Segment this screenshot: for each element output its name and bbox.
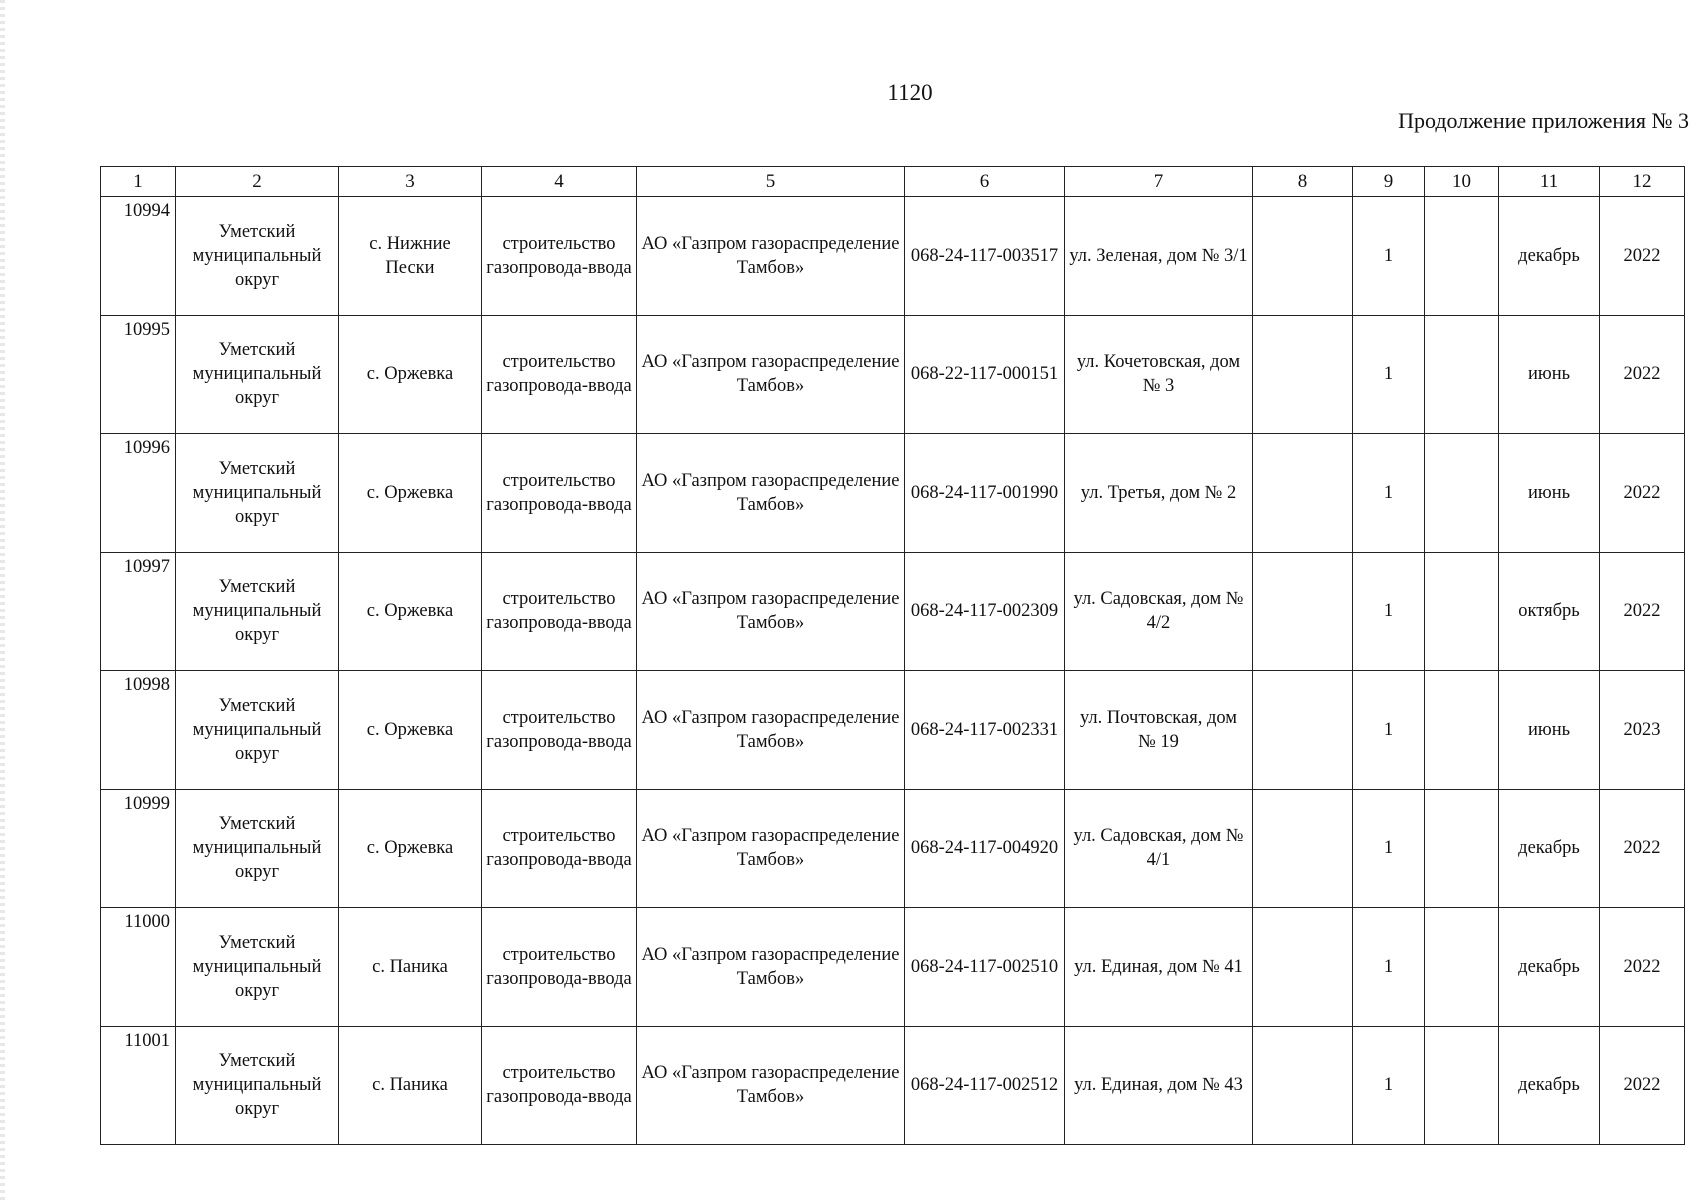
work-type-cell: строительство газопровода-ввода bbox=[482, 315, 637, 434]
column-header: 2 bbox=[176, 167, 339, 197]
column-header: 3 bbox=[339, 167, 482, 197]
column-header: 1 bbox=[101, 167, 176, 197]
work-type-cell: строительство газопровода-ввода bbox=[482, 671, 637, 790]
year-cell: 2022 bbox=[1600, 197, 1685, 316]
column-header: 9 bbox=[1353, 167, 1425, 197]
district-cell: Уметский муниципальный округ bbox=[176, 315, 339, 434]
appendix-note: Продолжение приложения № 3 bbox=[1398, 108, 1689, 133]
month-cell: октябрь bbox=[1499, 552, 1600, 671]
table-row bbox=[101, 434, 1685, 553]
district-cell: Уметский муниципальный округ bbox=[176, 1026, 339, 1145]
organization-cell: АО «Газпром газораспределение Тамбов» bbox=[637, 1026, 905, 1145]
month-cell: декабрь bbox=[1499, 1026, 1600, 1145]
column-10-cell bbox=[1425, 908, 1499, 1027]
year-cell: 2022 bbox=[1600, 908, 1685, 1027]
organization-cell: АО «Газпром газораспределение Тамбов» bbox=[637, 671, 905, 790]
settlement-cell: с. Оржевка bbox=[339, 434, 482, 553]
code-cell: 068-22-117-000151 bbox=[905, 315, 1065, 434]
code-cell: 068-24-117-002510 bbox=[905, 908, 1065, 1027]
organization-cell: АО «Газпром газораспределение Тамбов» bbox=[637, 197, 905, 316]
table-row bbox=[101, 197, 1685, 316]
organization-cell: АО «Газпром газораспределение Тамбов» bbox=[637, 789, 905, 908]
settlement-cell: с. Оржевка bbox=[339, 552, 482, 671]
address-cell: ул. Почтовская, дом № 19 bbox=[1065, 671, 1253, 790]
row-number-cell: 10997 bbox=[101, 552, 176, 671]
year-cell: 2022 bbox=[1600, 434, 1685, 553]
district-cell: Уметский муниципальный округ bbox=[176, 434, 339, 553]
quantity-cell: 1 bbox=[1353, 434, 1425, 553]
table-header bbox=[101, 167, 1685, 197]
row-number-cell: 10999 bbox=[101, 789, 176, 908]
year-cell: 2022 bbox=[1600, 789, 1685, 908]
page-number: 1120 bbox=[887, 80, 933, 105]
quantity-cell: 1 bbox=[1353, 908, 1425, 1027]
address-cell: ул. Садовская, дом № 4/1 bbox=[1065, 789, 1253, 908]
column-8-cell bbox=[1253, 434, 1353, 553]
month-cell: декабрь bbox=[1499, 197, 1600, 316]
organization-cell: АО «Газпром газораспределение Тамбов» bbox=[637, 315, 905, 434]
address-cell: ул. Зеленая, дом № 3/1 bbox=[1065, 197, 1253, 316]
address-cell: ул. Единая, дом № 43 bbox=[1065, 1026, 1253, 1145]
settlement-cell: с. Оржевка bbox=[339, 789, 482, 908]
row-number-cell: 10995 bbox=[101, 315, 176, 434]
district-cell: Уметский муниципальный округ bbox=[176, 552, 339, 671]
column-10-cell bbox=[1425, 671, 1499, 790]
column-10-cell bbox=[1425, 197, 1499, 316]
organization-cell: АО «Газпром газораспределение Тамбов» bbox=[637, 434, 905, 553]
table-row bbox=[101, 1026, 1685, 1145]
year-cell: 2022 bbox=[1600, 315, 1685, 434]
column-header: 12 bbox=[1600, 167, 1685, 197]
row-number-cell: 10996 bbox=[101, 434, 176, 553]
month-cell: декабрь bbox=[1499, 789, 1600, 908]
address-cell: ул. Кочетовская, дом № 3 bbox=[1065, 315, 1253, 434]
address-cell: ул. Единая, дом № 41 bbox=[1065, 908, 1253, 1027]
code-cell: 068-24-117-004920 bbox=[905, 789, 1065, 908]
column-header: 11 bbox=[1499, 167, 1600, 197]
column-8-cell bbox=[1253, 789, 1353, 908]
column-header: 8 bbox=[1253, 167, 1353, 197]
district-cell: Уметский муниципальный округ bbox=[176, 197, 339, 316]
address-cell: ул. Третья, дом № 2 bbox=[1065, 434, 1253, 553]
data-table bbox=[100, 166, 1685, 1145]
column-8-cell bbox=[1253, 1026, 1353, 1145]
month-cell: июнь bbox=[1499, 315, 1600, 434]
column-8-cell bbox=[1253, 552, 1353, 671]
organization-cell: АО «Газпром газораспределение Тамбов» bbox=[637, 552, 905, 671]
column-header: 4 bbox=[482, 167, 637, 197]
table-row bbox=[101, 552, 1685, 671]
work-type-cell: строительство газопровода-ввода bbox=[482, 1026, 637, 1145]
column-10-cell bbox=[1425, 552, 1499, 671]
row-number-cell: 11001 bbox=[101, 1026, 176, 1145]
district-cell: Уметский муниципальный округ bbox=[176, 789, 339, 908]
column-10-cell bbox=[1425, 1026, 1499, 1145]
column-header: 10 bbox=[1425, 167, 1499, 197]
header-row bbox=[101, 167, 1685, 197]
column-10-cell bbox=[1425, 434, 1499, 553]
quantity-cell: 1 bbox=[1353, 197, 1425, 316]
work-type-cell: строительство газопровода-ввода bbox=[482, 789, 637, 908]
column-header: 6 bbox=[905, 167, 1065, 197]
table-row bbox=[101, 908, 1685, 1027]
column-10-cell bbox=[1425, 789, 1499, 908]
table-body bbox=[101, 197, 1685, 1145]
month-cell: июнь bbox=[1499, 671, 1600, 790]
column-8-cell bbox=[1253, 197, 1353, 316]
work-type-cell: строительство газопровода-ввода bbox=[482, 434, 637, 553]
table-row bbox=[101, 315, 1685, 434]
quantity-cell: 1 bbox=[1353, 671, 1425, 790]
scan-edge-artifact bbox=[0, 0, 5, 1200]
settlement-cell: с. Нижние Пески bbox=[339, 197, 482, 316]
month-cell: декабрь bbox=[1499, 908, 1600, 1027]
district-cell: Уметский муниципальный округ bbox=[176, 908, 339, 1027]
row-number-cell: 11000 bbox=[101, 908, 176, 1027]
code-cell: 068-24-117-002309 bbox=[905, 552, 1065, 671]
district-cell: Уметский муниципальный округ bbox=[176, 671, 339, 790]
column-header: 5 bbox=[637, 167, 905, 197]
year-cell: 2023 bbox=[1600, 671, 1685, 790]
code-cell: 068-24-117-003517 bbox=[905, 197, 1065, 316]
column-header: 7 bbox=[1065, 167, 1253, 197]
column-8-cell bbox=[1253, 671, 1353, 790]
work-type-cell: строительство газопровода-ввода bbox=[482, 552, 637, 671]
quantity-cell: 1 bbox=[1353, 789, 1425, 908]
table-row bbox=[101, 671, 1685, 790]
settlement-cell: с. Оржевка bbox=[339, 671, 482, 790]
work-type-cell: строительство газопровода-ввода bbox=[482, 908, 637, 1027]
quantity-cell: 1 bbox=[1353, 552, 1425, 671]
quantity-cell: 1 bbox=[1353, 315, 1425, 434]
code-cell: 068-24-117-001990 bbox=[905, 434, 1065, 553]
column-8-cell bbox=[1253, 315, 1353, 434]
code-cell: 068-24-117-002331 bbox=[905, 671, 1065, 790]
code-cell: 068-24-117-002512 bbox=[905, 1026, 1065, 1145]
row-number-cell: 10998 bbox=[101, 671, 176, 790]
quantity-cell: 1 bbox=[1353, 1026, 1425, 1145]
settlement-cell: с. Паника bbox=[339, 908, 482, 1027]
address-cell: ул. Садовская, дом № 4/2 bbox=[1065, 552, 1253, 671]
row-number-cell: 10994 bbox=[101, 197, 176, 316]
year-cell: 2022 bbox=[1600, 552, 1685, 671]
work-type-cell: строительство газопровода-ввода bbox=[482, 197, 637, 316]
table-row bbox=[101, 789, 1685, 908]
settlement-cell: с. Паника bbox=[339, 1026, 482, 1145]
settlement-cell: с. Оржевка bbox=[339, 315, 482, 434]
year-cell: 2022 bbox=[1600, 1026, 1685, 1145]
organization-cell: АО «Газпром газораспределение Тамбов» bbox=[637, 908, 905, 1027]
column-8-cell bbox=[1253, 908, 1353, 1027]
month-cell: июнь bbox=[1499, 434, 1600, 553]
column-10-cell bbox=[1425, 315, 1499, 434]
